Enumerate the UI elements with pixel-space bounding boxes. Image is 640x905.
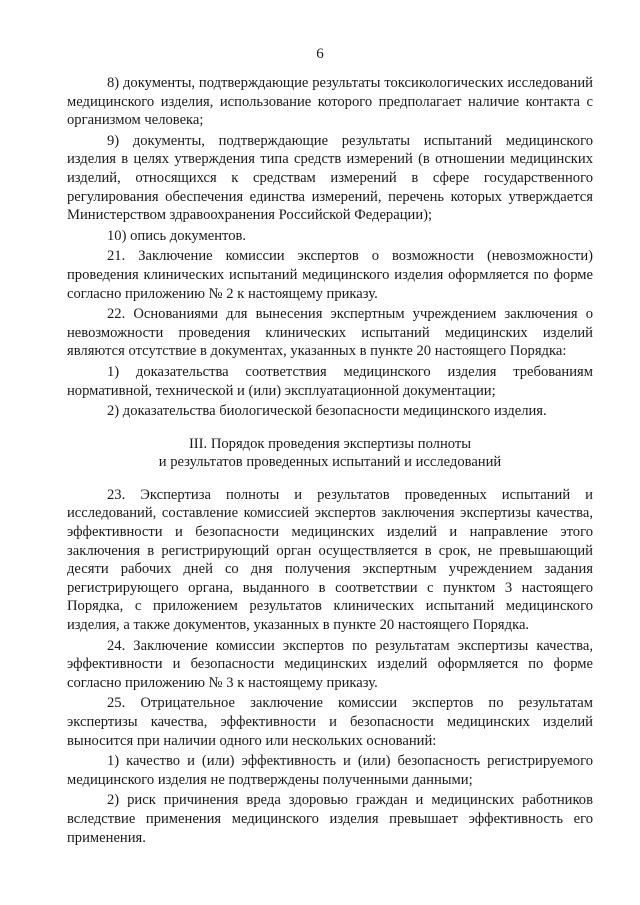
clause-24-paragraph: 24. Заключение комиссии экспертов по результатам экспертизы качества, эффективности и безопасности медицинских изделий оформляется по форме согласно приложению № 3 к настоящему приказу. — [67, 637, 593, 691]
clause-23-paragraph: 23. Экспертиза полноты и результатов проведенных испытаний и исследований, составление комиссией экспертов заключения экспертизы качества, эффективности и безопасности медицинских изделий и направление этого заключения в регистрирующий орган осуществляется в срок, не превышающий десяти рабочих дней со дня получения экспертным учреждением задания регистрирующего органа, выданного в соответствии с пунктом 3 настоящего Порядка, с приложением результатов клинических испытаний медицинского изделия, а также документов, указанных в пункте 20 настоящего Порядка. — [67, 486, 593, 634]
section-heading-line-1: III. Порядок проведения экспертизы полноты — [188, 435, 472, 452]
clause-25-subitem-2: 2) риск причинения вреда здоровью граждан и медицинских работников вследствие применения медицинского изделия превышает эффективность его применения. — [67, 792, 593, 846]
item-10-paragraph: 10) опись документов. — [107, 227, 247, 244]
document-body — [67, 74, 593, 849]
section-heading — [67, 435, 593, 472]
clause-22-subitem-1: 1) доказательства соответствия медицинского изделия требованиям нормативной, технической и (или) эксплуатационной документации; — [67, 363, 593, 399]
clause-21-paragraph: 21. Заключение комиссии экспертов о возможности (невозможности) проведения клинических испытаний медицинского изделия оформляется по форме согласно приложению № 2 к настоящему приказу. — [67, 248, 593, 302]
clause-25-paragraph: 25. Отрицательное заключение комиссии экспертов по результатам экспертизы качества, эффективности и безопасности медицинских изделий выносится при наличии одного или нескольких оснований: — [67, 695, 593, 749]
item-9-paragraph: 9) документы, подтверждающие результаты испытаний медицинского изделия в целях утверждения типа средств измерений (в отношении медицинских изделий, относящихся к средствам измерений в сфере государственного регулирования обеспечения единства измерений, перечень которых утверждается Министерством здравоохранения Российской Федерации); — [67, 132, 593, 224]
clause-25-subitem-1: 1) качество и (или) эффективность и (или) безопасность регистрируемого медицинского изделия не подтверждены полученными данными; — [67, 753, 593, 788]
clause-22-subitem-2: 2) доказательства биологической безопасности медицинского изделия. — [107, 403, 547, 420]
item-8-paragraph: 8) документы, подтверждающие результаты токсикологических исследований медицинского изделия, использование которого предполагает наличие контакта с организмом человека; — [67, 75, 593, 129]
section-heading-line-2: и результатов проведенных испытаний и исследований — [158, 454, 502, 471]
page-number: 6 — [316, 46, 324, 62]
clause-22-paragraph: 22. Основаниями для вынесения экспертным учреждением заключения о невозможности проведения клинических испытаний медицинских изделий являются отсутствие в документах, указанных в пункте 20 настоящего Порядка: — [67, 306, 593, 360]
